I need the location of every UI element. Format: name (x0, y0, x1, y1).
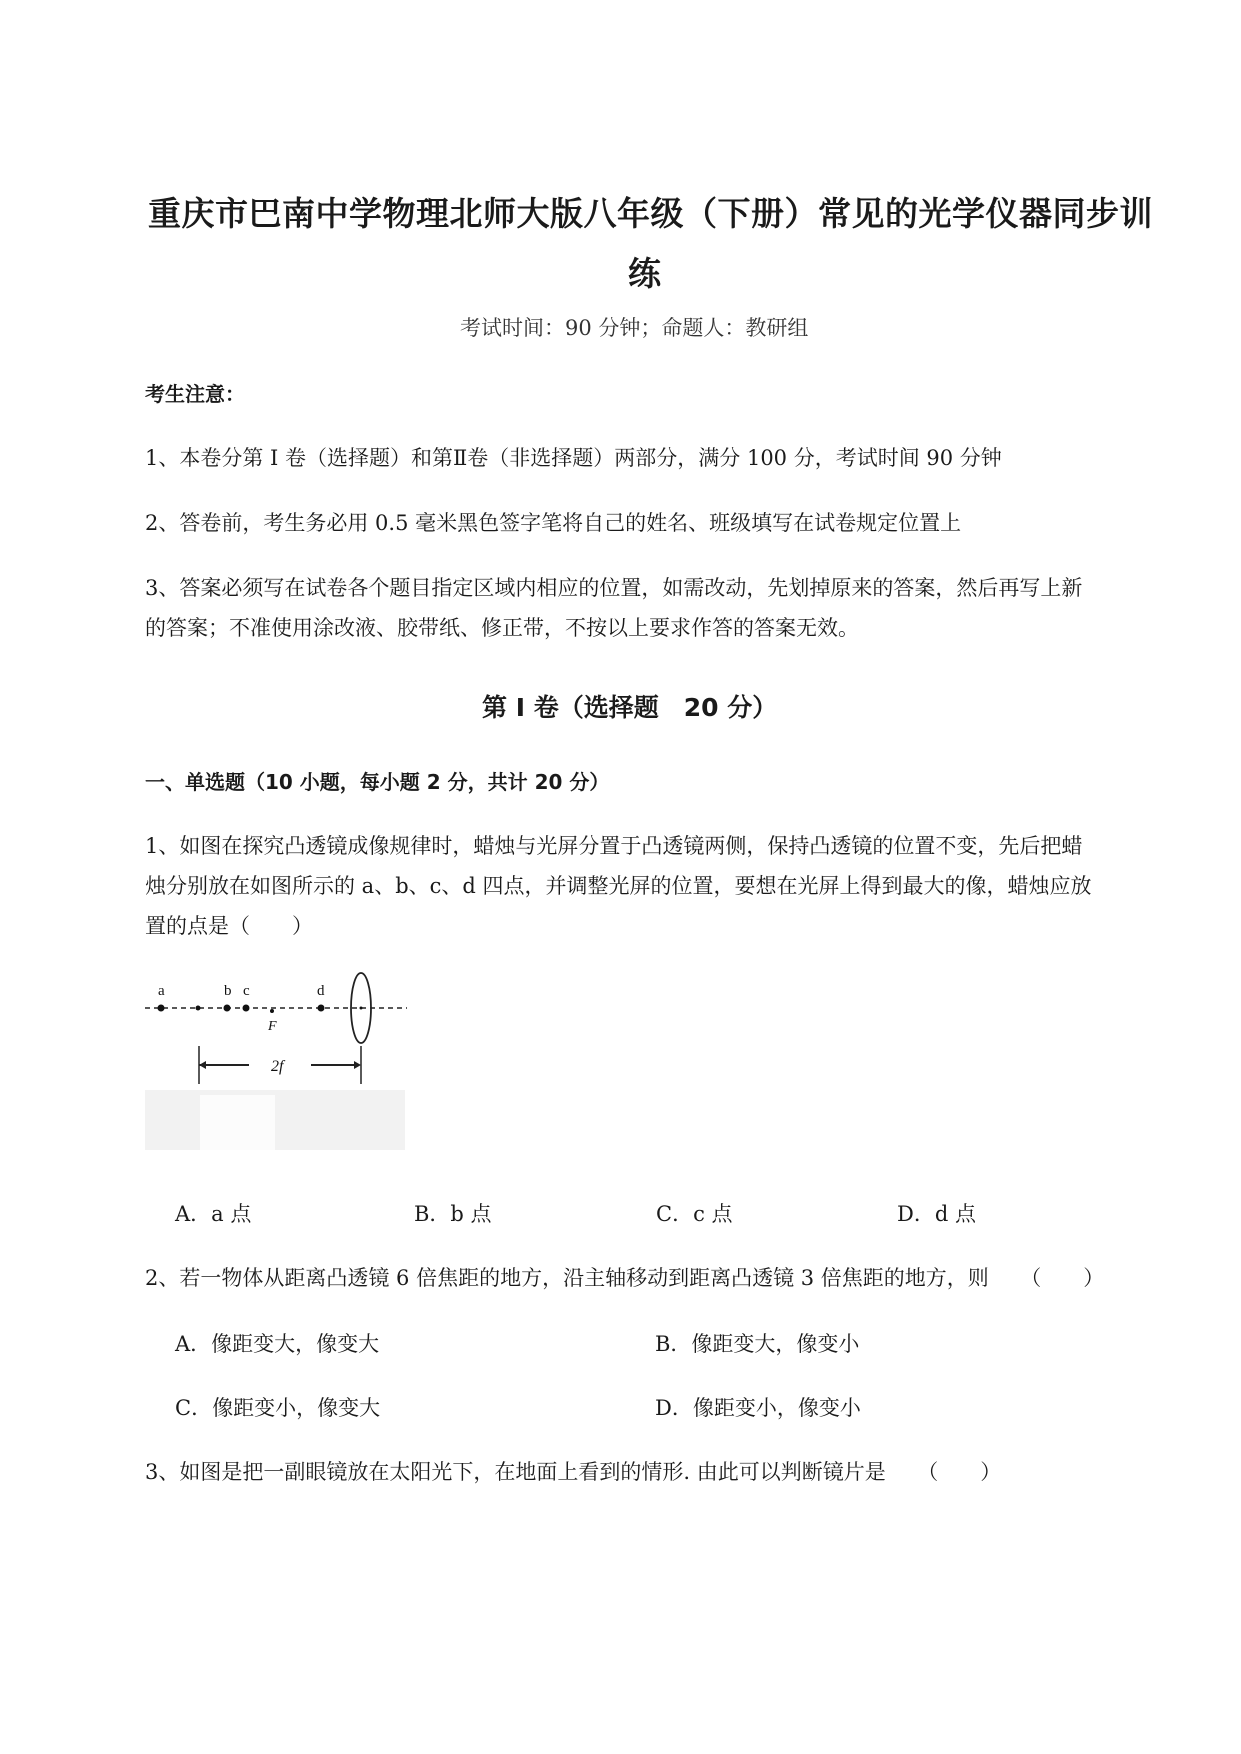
question-1-line2: 烛分别放在如图所示的 a、b、c、d 四点，并调整光屏的位置，要想在光屏上得到最大的像，蜡烛应放 (145, 874, 1092, 898)
label-b: b (224, 983, 232, 999)
q2-option-a: A．像距变大，像变大 (175, 1332, 380, 1356)
question-3: 3、如图是把一副眼镜放在太阳光下，在地面上看到的情形. 由此可以判断镜片是 （ ） (145, 1460, 1002, 1484)
q2-option-d: D．像距变小，像变小 (655, 1396, 861, 1420)
lens-diagram (145, 968, 410, 1158)
page-title-line1: 重庆市巴南中学物理北师大版八年级（下册）常见的光学仪器同步训 (148, 194, 1153, 233)
notice-item-3: 3、答案必须写在试卷各个题目指定区域内相应的位置，如需改动，先划掉原来的答案，然后再写上新 (145, 576, 1083, 600)
question-1-line3: 置的点是（ ） (145, 914, 313, 938)
notice-item-2: 2、答卷前，考生务必用 0.5 毫米黑色签字笔将自己的姓名、班级填写在试卷规定位置上 (145, 511, 962, 535)
q2-option-c: C．像距变小，像变大 (175, 1396, 381, 1420)
q1-option-a: A．a 点 (175, 1202, 252, 1226)
notice-heading: 考生注意： (145, 382, 245, 406)
q1-option-c: C．c 点 (656, 1202, 733, 1226)
label-a: a (158, 983, 165, 999)
section-title: 第 I 卷（选择题 20 分） (482, 693, 778, 722)
page-title-line2: 练 (628, 254, 662, 293)
label-2f: 2f (271, 1058, 284, 1075)
question-group-heading: 一、单选题（10 小题，每小题 2 分，共计 20 分） (145, 770, 610, 794)
notice-item-3-cont: 的答案；不准使用涂改液、胶带纸、修正带，不按以上要求作答的答案无效。 (145, 616, 859, 640)
label-d: d (317, 983, 325, 999)
q1-option-b: B．b 点 (414, 1202, 492, 1226)
notice-item-1: 1、本卷分第 I 卷（选择题）和第Ⅱ卷（非选择题）两部分，满分 100 分，考试时间 90 分钟 (145, 446, 1002, 470)
label-c: c (243, 983, 250, 999)
question-2: 2、若一物体从距离凸透镜 6 倍焦距的地方，沿主轴移动到距离凸透镜 3 倍焦距的地方，则 （ ） (145, 1266, 1105, 1290)
q2-option-b: B．像距变大，像变小 (655, 1332, 860, 1356)
q1-option-d: D．d 点 (897, 1202, 976, 1226)
exam-subtitle: 考试时间：90 分钟；命题人：教研组 (460, 316, 809, 340)
question-1-line1: 1、如图在探究凸透镜成像规律时，蜡烛与光屏分置于凸透镜两侧，保持凸透镜的位置不变，先后把蜡 (145, 834, 1083, 858)
label-F: F (268, 1019, 277, 1034)
